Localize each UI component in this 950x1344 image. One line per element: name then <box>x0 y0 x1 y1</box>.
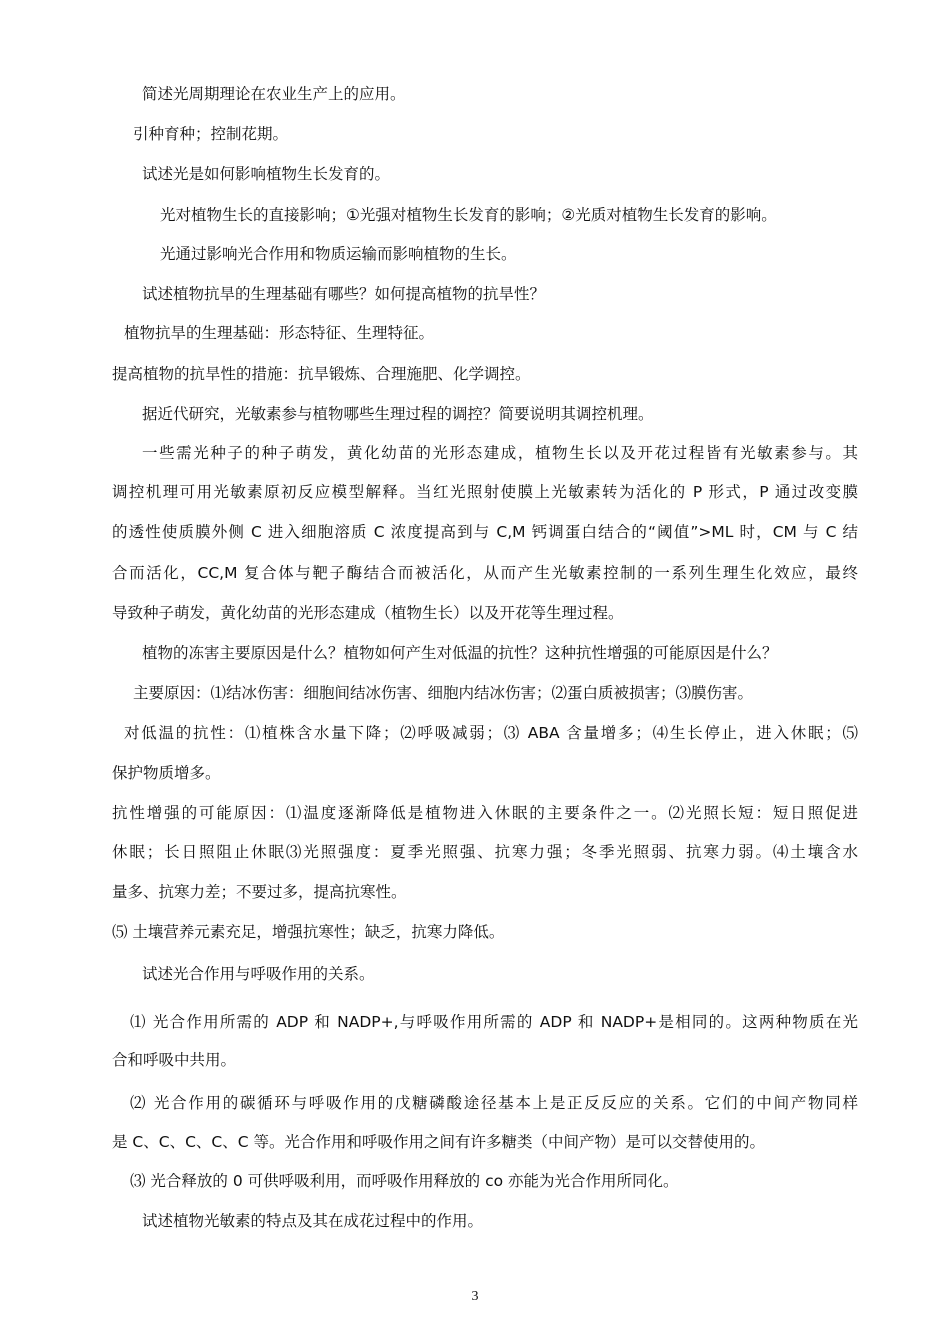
answer-line: 调控机理可用光敏素原初反应模型解释。当红光照射使膜上光敏素转为活化的 P 形式，P 通过改变膜 <box>112 483 858 501</box>
answer-line: ⑶ 光合释放的 0 可供呼吸利用，而呼吸作用释放的 co 亦能为光合作用所同化。 <box>130 1172 679 1190</box>
answer-line: ⑴ 光合作用所需的 ADP 和 NADP+,与呼吸作用所需的 ADP 和 NADP+是相同的。这两种物质在光 <box>130 1013 858 1031</box>
question-line: 据近代研究，光敏素参与植物哪些生理过程的调控？简要说明其调控机理。 <box>142 405 654 423</box>
answer-line: 导致种子萌发，黄化幼苗的光形态建成（植物生长）以及开花等生理过程。 <box>112 604 624 622</box>
answer-line: 量多、抗寒力差；不要过多，提高抗寒性。 <box>112 883 407 901</box>
answer-line: 是 C、C、C、C、C 等。光合作用和呼吸作用之间有许多糖类（中间产物）是可以交替使用的。 <box>112 1133 765 1151</box>
answer-line: 引种育种；控制花期。 <box>133 125 289 143</box>
question-line: 试述植物抗旱的生理基础有哪些？如何提高植物的抗旱性？ <box>142 285 546 303</box>
answer-line: ⑵ 光合作用的碳循环与呼吸作用的戊糖磷酸途径基本上是正反反应的关系。它们的中间产物同样 <box>130 1094 858 1112</box>
answer-line: 合而活化，CC,M 复合体与靶子酶结合而被活化，从而产生光敏素控制的一系列生理生化效应，最终 <box>112 564 858 582</box>
question-line: 试述光合作用与呼吸作用的关系。 <box>142 965 375 983</box>
answer-line: 光对植物生长的直接影响；①光强对植物生长发育的影响；②光质对植物生长发育的影响。 <box>160 206 777 224</box>
answer-line: 抗性增强的可能原因：⑴温度逐渐降低是植物进入休眠的主要条件之一。⑵光照长短：短日照促进 <box>112 804 858 822</box>
answer-line: 主要原因：⑴结冰伤害：细胞间结冰伤害、细胞内结冰伤害；⑵蛋白质被损害；⑶膜伤害。 <box>133 684 754 702</box>
answer-line: 保护物质增多。 <box>112 764 221 782</box>
answer-line: 休眠；长日照阻止休眠⑶光照强度：夏季光照强、抗寒力强；冬季光照弱、抗寒力弱。⑷土壤含水 <box>112 843 858 861</box>
question-line: 试述光是如何影响植物生长发育的。 <box>142 165 391 183</box>
answer-line: 提高植物的抗旱性的措施：抗旱锻炼、合理施肥、化学调控。 <box>112 365 531 383</box>
answer-line: ⑸ 土壤营养元素充足，增强抗寒性；缺乏，抗寒力降低。 <box>112 923 505 941</box>
answer-line: 对低温的抗性：⑴植株含水量下降；⑵呼吸减弱；⑶ ABA 含量增多；⑷生长停止，进入休眠；⑸ <box>124 724 858 742</box>
answer-line: 一些需光种子的种子萌发，黄化幼苗的光形态建成，植物生长以及开花过程皆有光敏素参与。其 <box>142 444 858 462</box>
page-number: 3 <box>471 1289 479 1304</box>
question-line: 试述植物光敏素的特点及其在成花过程中的作用。 <box>142 1212 484 1230</box>
question-line: 植物的冻害主要原因是什么？植物如何产生对低温的抗性？这种抗性增强的可能原因是什么？ <box>142 644 778 662</box>
answer-line: 植物抗旱的生理基础：形态特征、生理特征。 <box>124 324 435 342</box>
answer-line: 合和呼吸中共用。 <box>112 1051 237 1069</box>
answer-line: 光通过影响光合作用和物质运输而影响植物的生长。 <box>160 245 517 263</box>
answer-line: 的透性使质膜外侧 C 进入细胞溶质 C 浓度提高到与 C,M 钙调蛋白结合的“阈值”>ML 时，CM 与 C 结 <box>112 523 858 541</box>
question-line: 简述光周期理论在农业生产上的应用。 <box>142 85 406 103</box>
